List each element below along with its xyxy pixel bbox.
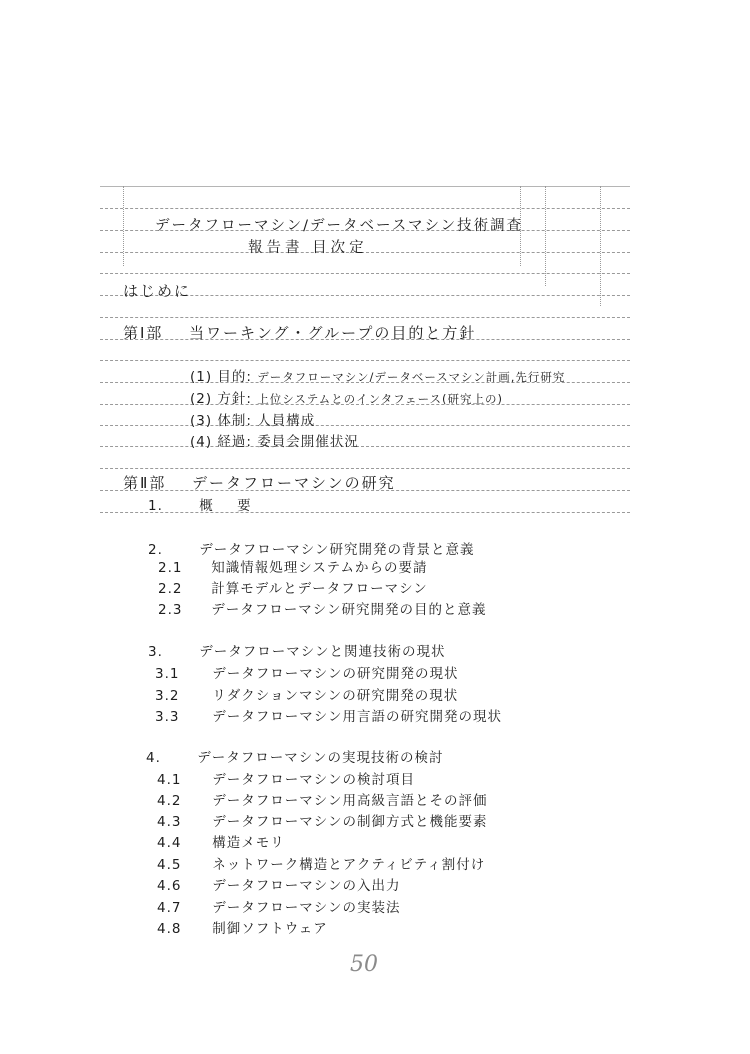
subsection-title: 構造メモリ bbox=[212, 835, 285, 851]
section-heading bbox=[148, 640, 445, 660]
subsection-title: データフローマシンの制御方式と機能要素 bbox=[212, 814, 488, 830]
part2-heading bbox=[123, 472, 396, 493]
ruled-line bbox=[100, 360, 630, 361]
ruled-tick bbox=[600, 186, 601, 306]
part1-item-num: (2) bbox=[190, 391, 213, 407]
subsection-title: 知識情報処理システムからの要請 bbox=[211, 560, 428, 576]
subsection-item bbox=[157, 768, 415, 788]
ruled-line bbox=[100, 446, 630, 447]
subsection-num: 2.3 bbox=[158, 602, 183, 618]
subsection-title: データフローマシン用高級言語とその評価 bbox=[212, 793, 488, 809]
ruled-line bbox=[100, 317, 630, 318]
subsection-title: リダクションマシンの研究開発の現状 bbox=[212, 688, 459, 704]
part2-title: データフローマシンの研究 bbox=[191, 474, 396, 492]
ruled-line bbox=[100, 425, 630, 426]
subsection-item bbox=[158, 556, 427, 576]
part1-item-text: 上位システムとのインタフェース(研究上の) bbox=[257, 392, 503, 406]
document-title: データフローマシン/データベースマシン技術調査 bbox=[155, 218, 524, 234]
page-number: 50 bbox=[350, 952, 378, 977]
subsection-title: データフローマシンの実装法 bbox=[212, 900, 401, 916]
subsection-title: データフローマシンの研究開発の現状 bbox=[212, 666, 459, 682]
part1-item-text: 委員会開催状況 bbox=[257, 434, 359, 450]
subsection-item bbox=[157, 831, 285, 851]
part1-item-label: 体制: bbox=[217, 413, 252, 429]
subsection-num: 4.4 bbox=[157, 835, 182, 851]
subsection-item bbox=[157, 789, 487, 809]
subsection-title: データフローマシン研究開発の目的と意義 bbox=[211, 602, 487, 618]
section-heading bbox=[148, 494, 261, 514]
part1-item bbox=[190, 387, 503, 407]
subsection-num: 2.1 bbox=[158, 560, 183, 576]
ruled-tick bbox=[545, 186, 546, 286]
part1-item bbox=[190, 430, 359, 450]
section-num: 4. bbox=[146, 750, 161, 766]
subsection-num: 4.8 bbox=[157, 921, 182, 937]
ruled-line bbox=[100, 273, 630, 274]
ruled-line bbox=[100, 468, 630, 469]
part1-item-num: (4) bbox=[190, 434, 213, 450]
part1-heading bbox=[123, 322, 476, 343]
part2-label: 第Ⅱ部 bbox=[123, 474, 167, 492]
subsection-title: データフローマシンの入出力 bbox=[212, 878, 401, 894]
part1-item bbox=[190, 409, 315, 429]
section-title: 概 要 bbox=[199, 498, 261, 514]
part1-title: 当ワーキング・グループの目的と方針 bbox=[189, 324, 477, 342]
subsection-item bbox=[155, 705, 502, 725]
part1-item-num: (1) bbox=[190, 369, 213, 385]
subsection-title: ネットワーク構造とアクティビティ割付け bbox=[212, 857, 486, 873]
subsection-num: 4.7 bbox=[157, 900, 182, 916]
subsection-num: 4.3 bbox=[157, 814, 182, 830]
subsection-num: 4.2 bbox=[157, 793, 182, 809]
part1-item-label: 方針: bbox=[217, 391, 252, 407]
subsection-title: データフローマシンの検討項目 bbox=[212, 772, 415, 788]
section-title: データフローマシン研究開発の背景と意義 bbox=[199, 542, 475, 558]
subsection-item bbox=[157, 917, 328, 937]
subsection-num: 3.3 bbox=[155, 709, 180, 725]
subsection-num: 3.1 bbox=[155, 666, 180, 682]
section-num: 3. bbox=[148, 644, 163, 660]
subsection-item bbox=[157, 874, 400, 894]
subsection-title: 計算モデルとデータフローマシン bbox=[211, 581, 428, 597]
document-subtitle: 報告書 目次定 bbox=[248, 240, 368, 256]
subsection-num: 4.6 bbox=[157, 878, 182, 894]
subsection-title: 制御ソフトウェア bbox=[212, 921, 328, 937]
section-heading bbox=[146, 746, 443, 766]
subsection-item bbox=[157, 810, 487, 830]
subsection-num: 3.2 bbox=[155, 688, 180, 704]
subsection-num: 2.2 bbox=[158, 581, 183, 597]
section-title: データフローマシンと関連技術の現状 bbox=[199, 644, 446, 660]
section-heading bbox=[148, 538, 474, 558]
section-num: 1. bbox=[148, 498, 163, 514]
part1-item-text: 人員構成 bbox=[257, 413, 316, 429]
subsection-title: データフローマシン用言語の研究開発の現状 bbox=[212, 709, 502, 725]
subsection-item bbox=[155, 684, 458, 704]
subsection-item bbox=[158, 577, 428, 597]
subsection-item bbox=[157, 896, 400, 916]
part1-item-label: 経過: bbox=[217, 434, 252, 450]
part1-label: 第Ⅰ部 bbox=[123, 324, 164, 342]
ruled-line bbox=[100, 208, 630, 209]
subsection-num: 4.1 bbox=[157, 772, 182, 788]
part1-item-num: (3) bbox=[190, 413, 213, 429]
intro-heading: はじめに bbox=[123, 282, 192, 300]
section-title: データフローマシンの実現技術の検討 bbox=[197, 750, 444, 766]
part1-item-label: 目的: bbox=[217, 369, 252, 385]
subsection-item bbox=[157, 853, 485, 873]
ruled-line bbox=[100, 186, 630, 187]
ruled-tick bbox=[123, 186, 124, 266]
subsection-item bbox=[155, 662, 458, 682]
part1-item bbox=[190, 365, 565, 385]
subsection-item bbox=[158, 598, 486, 618]
section-num: 2. bbox=[148, 542, 163, 558]
subsection-num: 4.5 bbox=[157, 857, 182, 873]
part1-item-text: データフローマシン/データベースマシン計画,先行研究 bbox=[257, 370, 566, 384]
